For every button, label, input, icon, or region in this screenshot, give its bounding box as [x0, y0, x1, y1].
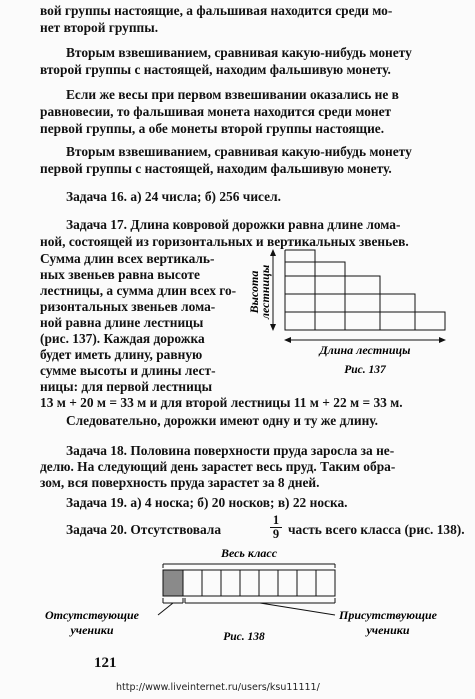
whole-class-label: Весь класс [220, 546, 278, 560]
present-label: Присутствующие [338, 608, 438, 622]
text-line: Если же весы при первом взвешивании оказались не в [66, 87, 399, 102]
task-17-line: Следовательно, дорожки имеют одну и ту же длину. [66, 413, 379, 428]
class-bar-figure [30, 545, 450, 650]
height-label: лестницы [258, 264, 272, 320]
length-label: Длина лестницы [319, 343, 411, 357]
task-20-before: Задача 20. Отсутствовала [66, 522, 222, 537]
task-17-line: будет иметь длину, равную [40, 347, 203, 362]
text-line: Вторым взвешиванием, сравнивая какую-нибудь монету [66, 144, 412, 159]
task-18-line: зом, вся поверхность пруда зарастет за 8 дней. [40, 475, 320, 490]
task-17-line: сумме высоты и длины лест- [40, 363, 216, 378]
figure-caption: Рис. 138 [223, 631, 265, 643]
task-19: Задача 19. а) 4 носка; б) 20 носков; в) 22 носка. [66, 495, 348, 510]
text-line: первой группы, а обе монеты второй группы настоящие. [40, 121, 385, 136]
task-17-line: ной, состоящей из горизонтальных и вертикальных звеньев. [40, 234, 409, 249]
task-17-line: ной равна длине лестницы [40, 315, 204, 330]
task-17-line: 13 м + 20 м = 33 м и для второй лестницы 11 м + 22 м = 33 м. [40, 395, 403, 410]
task-17-line: ризонтальных звеньев лома- [40, 299, 216, 314]
height-label: Высота [247, 270, 261, 314]
present-label: ученики [366, 623, 410, 637]
task-18-line: Задача 18. Половина поверхности пруда заросла за не- [66, 443, 395, 458]
task-18-line: делю. На следующий день зарастет весь пруд. Таким обра- [40, 459, 396, 474]
text-line: равновесии, то фальшивая монета находится среди монет [40, 104, 392, 119]
watermark-url: http://www.liveinternet.ru/users/ksu11111/ [116, 682, 320, 693]
text-line: нет второй группы. [40, 20, 159, 35]
figure-caption: Рис. 137 [344, 364, 386, 376]
task-17-line: ницы: для первой лестницы [40, 379, 213, 394]
task-17-line: Задача 17. Длина ковровой дорожки равна длине лома- [66, 217, 401, 232]
page-number: 121 [94, 655, 117, 671]
absent-label: Отсутствующие [44, 608, 140, 622]
task-17-line: лестницы, а сумма длин всех го- [40, 283, 237, 298]
fraction-numerator: 1 [270, 514, 282, 528]
text-line: первой группы с настоящей, находим фальшивую монету. [40, 161, 392, 176]
staircase-figure [240, 240, 450, 380]
task-17-line: (рис. 137). Каждая дорожка [40, 331, 205, 346]
task-16: Задача 16. а) 24 числа; б) 256 чисел. [66, 189, 281, 204]
fraction [270, 514, 282, 541]
task-17-line: ных звеньев равна высоте [40, 267, 200, 282]
absent-label: ученики [70, 623, 114, 637]
fraction-denominator: 9 [272, 527, 280, 541]
text-line: вой группы настоящие, а фальшивая находится среди мо- [40, 3, 393, 18]
task-20-after: часть всего класса (рис. 138). [288, 522, 465, 537]
text-line: второй группы с настоящей, находим фальшивую монету. [40, 62, 391, 77]
task-17-line: Сумма длин всех вертикаль- [40, 251, 215, 266]
text-line: Вторым взвешиванием, сравнивая какую-нибудь монету [66, 45, 412, 60]
